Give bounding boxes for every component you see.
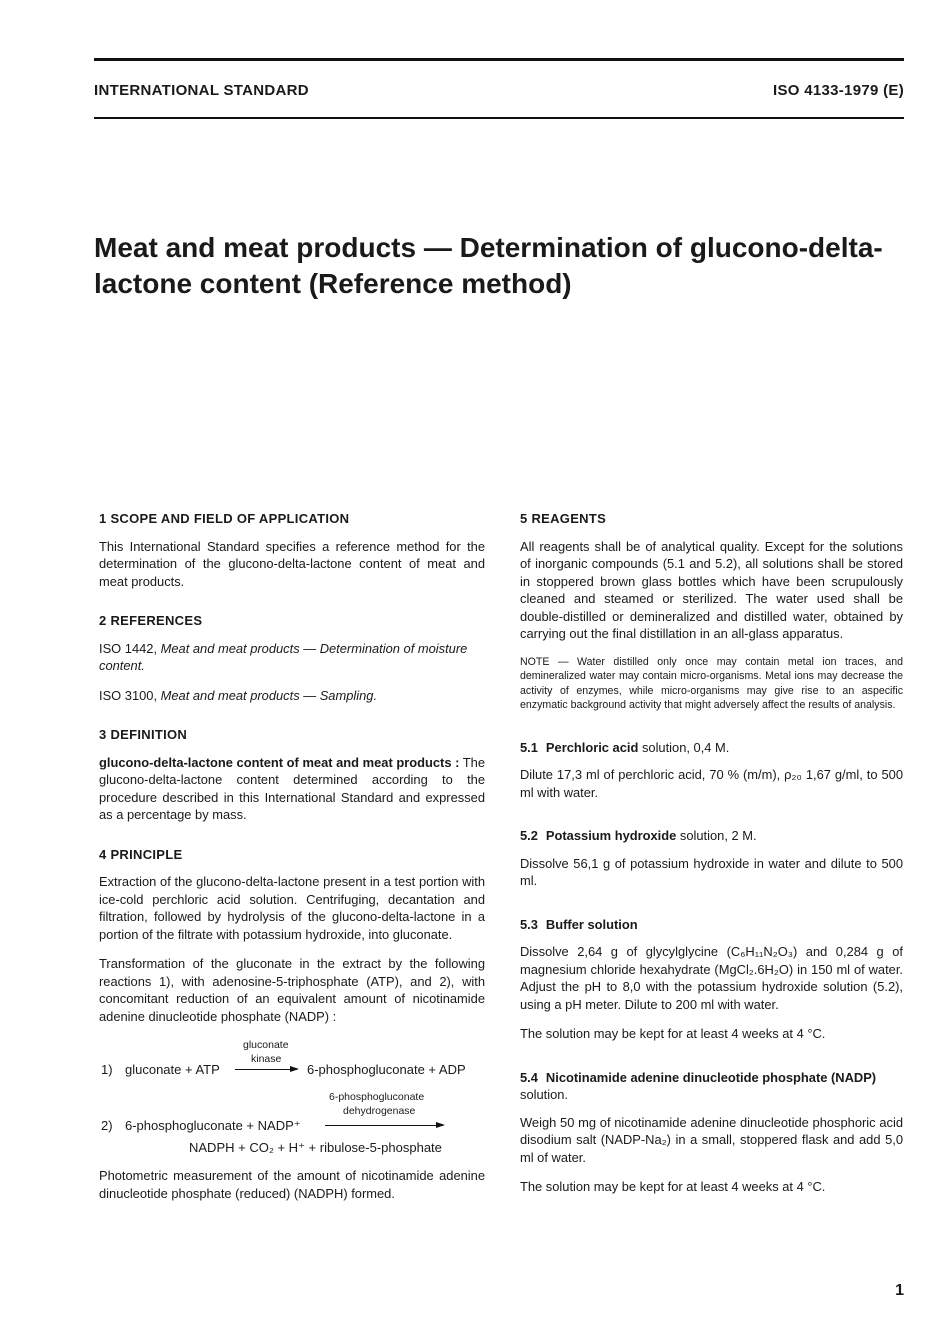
reference-item	[99, 640, 485, 675]
top-rule	[94, 58, 904, 61]
reference-title: Meat and meat products — Sampling.	[160, 687, 378, 703]
reagent-qualifier: solution.	[520, 1087, 569, 1102]
reaction-reactants: 6-phosphogluconate + NADP⁺	[125, 1118, 301, 1133]
reagent-paragraph: Dissolve 2,64 g of glycylglycine (C₆H₁₁N₂O₃) and 0,284 g of magnesium chloride hexahydrate (MgCl₂.6H₂O) in 150 ml of water. Adjust the pH to 8,0 with the potassium hydroxide solution (5.2), using a pH meter. Dilute to 200 ml with water.	[520, 944, 903, 1012]
subsection-number: 5.2	[520, 828, 538, 843]
left-column	[99, 506, 485, 1214]
definition-text: The glucono-delta-lactone content determined according to the procedure described in this International Standard and expressed as a percentage by mass.	[99, 754, 485, 822]
reference-code: ISO 1442,	[99, 640, 158, 656]
reaction-arrow	[235, 1069, 297, 1070]
enzyme-name: 6-phosphogluconate	[329, 1091, 425, 1103]
principle-paragraph: Transformation of the gluconate in the extract by the following reactions 1), with adenosine-5-triphosphate (ATP), and 2), with concomitant reduction of an equivalent amount of nicotinamide adenine dinucleotide phosphate (NADP) :	[99, 956, 485, 1024]
reaction-reactants: gluconate + ATP	[125, 1062, 220, 1077]
enzyme-name: dehydrogenase	[343, 1105, 416, 1117]
definition-term: glucono-delta-lactone content of meat and meat products :	[99, 754, 460, 770]
reference-code: ISO 3100,	[99, 687, 158, 703]
right-column	[520, 506, 903, 1208]
reaction-1	[99, 1037, 485, 1081]
reagents-paragraph: All reagents shall be of analytical quality. Except for the solutions of inorganic compounds (5.1 and 5.2), all solutions shall be stored in stoppered brown glass bottles which have been scrupulously cleaned and steamed or sterilized. The water used shall be double-distilled or demineralized and distilled water, obtained by carrying out the final distillation in an all-glass apparatus.	[520, 538, 903, 641]
definition-paragraph	[99, 754, 485, 824]
section-heading-reagents: 5 REAGENTS	[520, 511, 607, 526]
subsection-heading	[520, 827, 903, 845]
reagent-paragraph: Weigh 50 mg of nicotinamide adenine dinucleotide phosphoric acid disodium salt (NADP-Na₂) in a small, stoppered flask and add 5,0 ml of water.	[520, 1114, 903, 1165]
reagent-name: Buffer solution	[545, 916, 638, 932]
reagent-qualifier: solution, 2 M.	[679, 828, 757, 843]
reaction-number: 2)	[101, 1118, 113, 1133]
reference-item	[99, 687, 485, 705]
subsection-number: 5.1	[520, 739, 538, 755]
document-title: Meat and meat products — Determination of glucono-delta-lactone content (Reference method)	[94, 232, 883, 299]
enzyme-name: kinase	[251, 1053, 282, 1065]
reagent-storage-note: The solution may be kept for at least 4 weeks at 4 °C.	[520, 1026, 826, 1041]
reaction-number: 1)	[101, 1062, 113, 1077]
subsection-heading	[520, 1069, 903, 1104]
reagents-note: NOTE — Water distilled only once may contain metal ion traces, and demineralized water may contain micro-organisms. Metal ions may decrease the activity of enzymes, while micro-organisms may give rise to an aspecific enzymatic background activity that might adversely affect the results of analysis.	[520, 655, 903, 711]
standard-type: INTERNATIONAL STANDARD	[94, 82, 309, 99]
standard-number: ISO 4133-1979 (E)	[772, 82, 904, 99]
subsection-heading	[520, 739, 903, 757]
scope-paragraph: This International Standard specifies a reference method for the determination of the glucono-delta-lactone content of meat and meat products.	[99, 538, 485, 589]
page-number: 1	[895, 1282, 904, 1299]
reagent-name: Perchloric acid	[545, 739, 639, 755]
header-rule	[94, 117, 904, 119]
reagent-name: Potassium hydroxide	[545, 828, 677, 843]
reaction-products: NADPH + CO₂ + H⁺ + ribulose-5-phosphate	[189, 1140, 442, 1155]
reference-title: Meat and meat products — Determination of moisture content.	[99, 640, 468, 673]
reaction-2	[99, 1089, 485, 1137]
section-heading-principle: 4 PRINCIPLE	[99, 846, 183, 862]
principle-paragraph: Extraction of the glucono-delta-lactone present in a test portion with ice-cold perchloric acid solution. Centrifuging, decantation and filtration, followed by hydrolysis of the glucono-delta-lactone in a portion of the filtrate with potassium hydroxide, into gluconate.	[99, 874, 485, 942]
reagent-paragraph: Dissolve 56,1 g of potassium hydroxide in water and dilute to 500 ml.	[520, 855, 903, 888]
reaction-2-products	[99, 1137, 485, 1163]
subsection-number: 5.3	[520, 916, 538, 932]
enzyme-name: gluconate	[243, 1039, 289, 1051]
principle-paragraph: Photometric measurement of the amount of nicotinamide adenine dinucleotide phosphate (reduced) (NADPH) formed.	[99, 1168, 485, 1201]
reagent-name: Nicotinamide adenine dinucleotide phosphate (NADP)	[545, 1069, 877, 1085]
reagent-storage-note: The solution may be kept for at least 4 weeks at 4 °C.	[520, 1179, 826, 1194]
section-heading-references: 2 REFERENCES	[99, 613, 203, 628]
subsection-number: 5.4	[520, 1069, 538, 1085]
section-heading-definition: 3 DEFINITION	[99, 727, 188, 742]
section-heading-scope: 1 SCOPE AND FIELD OF APPLICATION	[99, 511, 350, 526]
reaction-arrow	[325, 1125, 443, 1126]
reagent-qualifier: solution, 0,4 M.	[641, 739, 730, 755]
reagent-paragraph: Dilute 17,3 ml of perchloric acid, 70 % (m/m), ρ₂₀ 1,67 g/ml, to 500 ml with water.	[520, 767, 903, 800]
reaction-products: 6-phosphogluconate + ADP	[307, 1062, 466, 1077]
subsection-heading	[520, 916, 903, 934]
